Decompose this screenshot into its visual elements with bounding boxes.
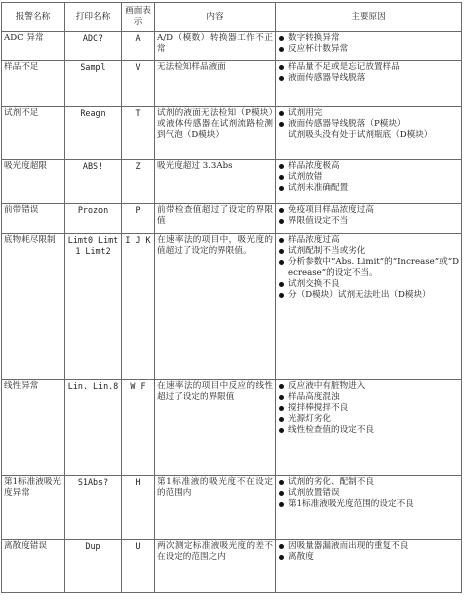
cause-item: 光源灯劣化 xyxy=(278,414,459,425)
cause-list xyxy=(278,235,459,301)
cause-item: 线性检查值的设定不良 xyxy=(278,425,459,436)
cause-cell xyxy=(276,32,462,61)
cause-item: 样品浓度极高 xyxy=(278,161,459,172)
print-name-cell: Dup xyxy=(65,540,122,593)
cause-item: 分析参数中“Abs. Limit”的“Increase”或“Decrease”的设定不当。 xyxy=(278,257,459,279)
cause-list xyxy=(278,477,459,510)
table-row xyxy=(2,204,462,234)
alarm-name-cell: ADC 异常 xyxy=(2,32,65,61)
cause-cell xyxy=(276,234,462,380)
alarm-name-cell: 底物耗尽限制 xyxy=(2,234,65,380)
header-main-cause: 主要原因 xyxy=(276,3,462,32)
cause-item: 反应液中有脏物进入 xyxy=(278,381,459,392)
content-cell: 在速率法的项目中反应的线性超过了设定的界限值 xyxy=(155,380,276,476)
cause-cell xyxy=(276,61,462,107)
cause-list xyxy=(278,33,459,55)
cause-item: 试剂用完 xyxy=(278,108,459,119)
screen-code-cell: T xyxy=(122,107,155,160)
alarm-name-cell: 离散度错误 xyxy=(2,540,65,593)
cause-cell xyxy=(276,380,462,476)
cause-item: 分（D模块）试剂无法吐出（D模块） xyxy=(278,290,459,301)
table-row xyxy=(2,540,462,593)
print-name-cell: ABS! xyxy=(65,160,122,204)
table-row xyxy=(2,160,462,204)
header-print-name: 打印名称 xyxy=(65,3,122,32)
screen-code-cell: Z xyxy=(122,160,155,204)
cause-item: 试剂配制不当或劣化 xyxy=(278,246,459,257)
cause-item: 反应杯计数异常 xyxy=(278,44,459,55)
screen-code-cell: U xyxy=(122,540,155,593)
cause-list xyxy=(278,108,459,141)
print-name-cell: ADC? xyxy=(65,32,122,61)
table-row xyxy=(2,32,462,61)
cause-list xyxy=(278,381,459,436)
content-cell: 试剂的液面无法检知（P模块）或液体传感器在试剂流路检测到气泡（D模块） xyxy=(155,107,276,160)
cause-item: 样品浓度过高 xyxy=(278,235,459,246)
cause-item: 界限值设定不当 xyxy=(278,216,459,227)
cause-item: 搅拌棒搅拌不良 xyxy=(278,403,459,414)
alarm-name-cell: 样品不足 xyxy=(2,61,65,107)
cause-item: 试剂的劣化、配制不良 xyxy=(278,477,459,488)
table-header-row xyxy=(2,3,462,32)
cause-item: 免疫项目样品浓度过高 xyxy=(278,205,459,216)
cause-item: 试剂放置错误 xyxy=(278,488,459,499)
cause-cell xyxy=(276,160,462,204)
screen-code-cell: I J K xyxy=(122,234,155,380)
print-name-cell: S1Abs? xyxy=(65,476,122,540)
print-name-cell: Reagn xyxy=(65,107,122,160)
cause-item: 样品量不足或是忘记放置样品 xyxy=(278,62,459,73)
cause-list xyxy=(278,161,459,194)
cause-item: 试剂吸头没有处于试剂瓶底（D模块） xyxy=(288,130,433,140)
print-name-cell: Limt0 Limt1 Limt2 xyxy=(65,234,122,380)
table-row xyxy=(2,380,462,476)
cause-item: 第1标准液吸光度范围的设定不良 xyxy=(278,499,459,510)
alarm-name-cell: 试剂不足 xyxy=(2,107,65,160)
table-row xyxy=(2,476,462,540)
print-name-cell: Sampl xyxy=(65,61,122,107)
cause-cell xyxy=(276,540,462,593)
print-name-cell: Prozon xyxy=(65,204,122,234)
content-cell: 两次测定标准液吸光度的差不在设定的范围之内 xyxy=(155,540,276,593)
header-screen-display: 画面表示 xyxy=(122,3,155,32)
table-row xyxy=(2,61,462,107)
cause-item: 试剂放错 xyxy=(278,172,459,183)
content-cell: A/D（模数）转换器工作不正常 xyxy=(155,32,276,61)
screen-code-cell: P xyxy=(122,204,155,234)
table-row xyxy=(2,234,462,380)
cause-list xyxy=(278,205,459,227)
content-cell: 在速率法的项目中，吸光度的值超过了设定的界限值。 xyxy=(155,234,276,380)
cause-cell xyxy=(276,107,462,160)
cause-list xyxy=(278,541,459,563)
header-content: 内容 xyxy=(155,3,276,32)
header-alarm-name: 报警名称 xyxy=(2,3,65,32)
table-row xyxy=(2,107,462,160)
alarm-name-cell: 前带错误 xyxy=(2,204,65,234)
screen-code-cell: A xyxy=(122,32,155,61)
alarm-table xyxy=(1,2,462,593)
cause-cell xyxy=(276,476,462,540)
screen-code-cell: V xyxy=(122,61,155,107)
content-cell: 第1标准液的吸光度不在设定的范围内 xyxy=(155,476,276,540)
cause-item: 液面传感器导线脱落 xyxy=(278,73,459,84)
screen-code-cell: H xyxy=(122,476,155,540)
print-name-cell: Lin. Lin.8 xyxy=(65,380,122,476)
content-cell: 前带检查值超过了设定的界限值 xyxy=(155,204,276,234)
screen-code-cell: W F xyxy=(122,380,155,476)
cause-item: 样品高度混浊 xyxy=(278,392,459,403)
content-cell: 吸光度超过 3.3Abs xyxy=(155,160,276,204)
alarm-name-cell: 吸光度超限 xyxy=(2,160,65,204)
content-cell: 无法检知样品液面 xyxy=(155,61,276,107)
cause-list xyxy=(278,62,459,84)
alarm-name-cell: 线性异常 xyxy=(2,380,65,476)
cause-cell xyxy=(276,204,462,234)
cause-item: 试剂未准确配置 xyxy=(278,183,459,194)
cause-item: 试剂交换不良 xyxy=(278,279,459,290)
alarm-name-cell: 第1标准液吸光度异常 xyxy=(2,476,65,540)
cause-item: 数字转换异常 xyxy=(278,33,459,44)
cause-item: 因吸量器漏液而出现的重复不良 xyxy=(278,541,459,552)
cause-item: 液面传感器导线脱落（P模块） xyxy=(278,119,459,130)
cause-item: 离散度 xyxy=(278,552,459,563)
